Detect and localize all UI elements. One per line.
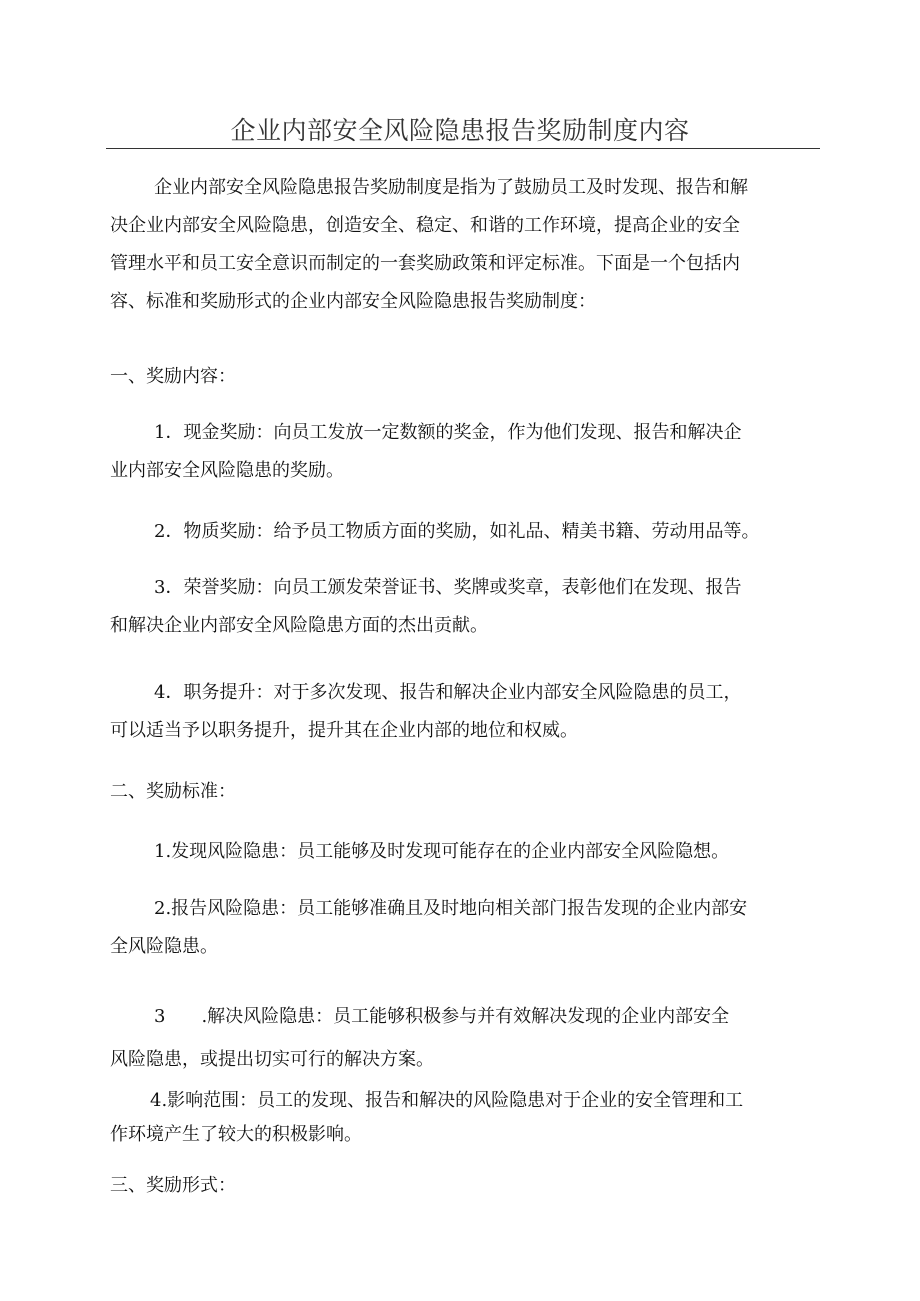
list-item-line: 4．职务提升：对于多次发现、报告和解决企业内部安全风险隐患的员工， — [154, 682, 742, 703]
list-item-line: 2．物质奖励：给予员工物质方面的奖励，如礼品、精美书籍、劳动用品等。 — [154, 521, 760, 542]
list-item — [110, 513, 822, 551]
intro-line: 管理水平和员工安全意识而制定的一套奖励政策和评定标准。下面是一个包括内 — [110, 253, 740, 274]
list-item-line: 和解决企业内部安全风险隐患方面的杰出贡献。 — [110, 615, 488, 636]
list-item-line: 2.报告风险隐患：员工能够准确且及时地向相关部门报告发现的企业内部安 — [154, 898, 748, 919]
list-item-line: 作环境产生了较大的积极影响。 — [110, 1124, 362, 1145]
list-item-line: 4.影响范围：员工的发现、报告和解决的风险隐患对于企业的安全管理和工 — [150, 1090, 744, 1111]
list-item — [110, 1084, 822, 1152]
list-item — [110, 890, 822, 966]
list-item-line: 1.发现风险隐患：员工能够及时发现可能存在的企业内部安全风险隐想。 — [154, 841, 730, 862]
intro-line: 决企业内部安全风险隐患，创造安全、稳定、和谐的工作环境，提高企业的安全 — [110, 215, 740, 236]
list-item — [110, 414, 822, 490]
page-title: 企业内部安全风险隐患报告奖励制度内容 — [230, 116, 690, 145]
section-heading: 一、奖励内容： — [110, 366, 236, 387]
list-item — [110, 833, 822, 871]
list-item-line: 全风险隐患。 — [110, 936, 218, 957]
title-divider — [106, 148, 820, 149]
intro-paragraph — [110, 169, 822, 321]
list-item-line: 可以适当予以职务提升，提升其在企业内部的地位和权威。 — [110, 720, 578, 741]
list-item — [110, 997, 822, 1079]
list-item-line: 业内部安全风险隐患的奖励。 — [110, 460, 344, 481]
list-item-line: 3 .解决风险隐患：员工能够积极参与并有效解决发现的企业内部安全 — [154, 1006, 730, 1027]
list-item-line: 风险隐患，或提出切实可行的解决方案。 — [110, 1049, 434, 1070]
list-item-line: 1．现金奖励：向员工发放一定数额的奖金，作为他们发现、报告和解决企 — [154, 422, 742, 443]
list-item — [110, 674, 822, 750]
section-heading: 二、奖励标准： — [110, 781, 236, 802]
intro-line: 企业内部安全风险隐患报告奖励制度是指为了鼓励员工及时发现、报告和解 — [154, 177, 748, 198]
list-item — [110, 569, 822, 645]
section-heading: 三、奖励形式： — [110, 1175, 236, 1196]
intro-line: 容、标准和奖励形式的企业内部安全风险隐患报告奖励制度： — [110, 291, 596, 312]
list-item-line: 3．荣誉奖励：向员工颁发荣誉证书、奖牌或奖章，表彰他们在发现、报告 — [154, 577, 742, 598]
